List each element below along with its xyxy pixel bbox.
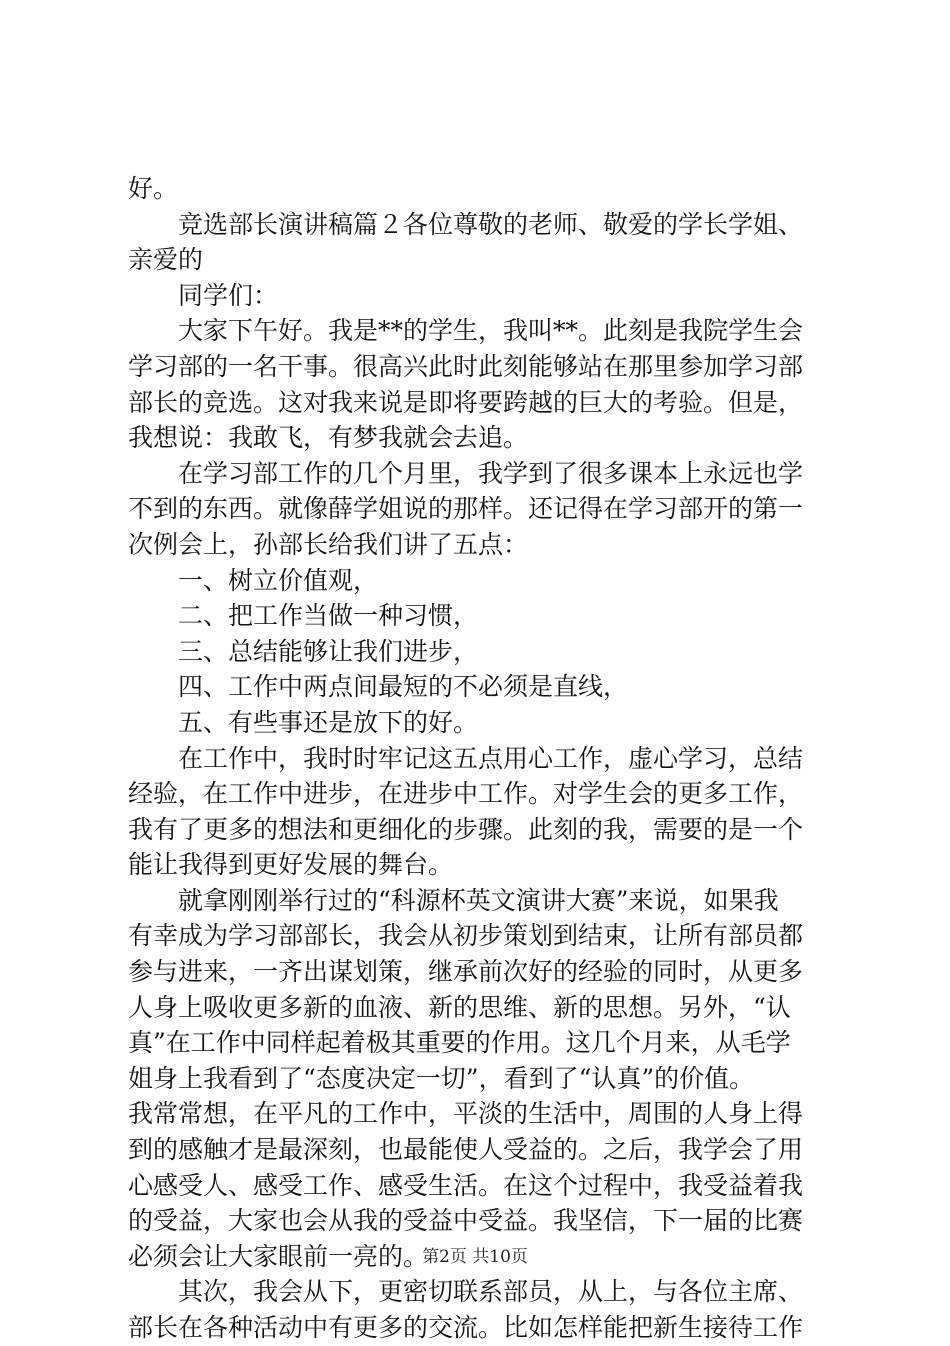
text-line: 四、工作中两点间最短的不必须是直线， [128, 672, 629, 702]
text-line: 竞选部长演讲稿篇２各位尊敬的老师、敬爱的学长学姐、 [128, 209, 804, 239]
text-line: 五、有些事还是放下的好。 [128, 707, 479, 737]
text-line: 的受益，大家也会从我的受益中受益。我坚信，下一届的比赛 [128, 1206, 804, 1236]
page-number-footer: 第2页 共10页 [422, 1247, 528, 1267]
text-line: 不到的东西。就像薛学姐说的那样。还记得在学习部开的第一 [128, 494, 804, 524]
text-line: 能让我得到更好发展的舞台。 [128, 850, 454, 880]
text-line: 真”在工作中同样起着极其重要的作用。这几个月来，从毛学 [128, 1028, 791, 1058]
text-line: 三、总结能够让我们进步， [128, 636, 479, 666]
text-line: 在工作中，我时时牢记这五点用心工作，虚心学习，总结 [128, 743, 804, 773]
text-line: 我常常想，在平凡的工作中，平淡的生活中，周围的人身上得 [128, 1099, 804, 1129]
text-line: 人身上吸收更多新的血液、新的思维、新的思想。另外，“认 [128, 992, 791, 1022]
text-line: 就拿刚刚举行过的“科源杯英文演讲大赛”来说，如果我 [128, 885, 779, 915]
text-line: 我有了更多的想法和更细化的步骤。此刻的我，需要的是一个 [128, 814, 804, 844]
text-line: 次例会上，孙部长给我们讲了五点： [128, 529, 529, 559]
text-line: 同学们： [128, 280, 279, 310]
text-line: 经验，在工作中进步，在进步中工作。对学生会的更多工作， [128, 779, 804, 809]
text-line: 亲爱的 [128, 245, 204, 275]
text-line: 在学习部工作的几个月里，我学到了很多课本上永远也学 [128, 458, 804, 488]
text-line: 姐身上我看到了“态度决定一切”，看到了“认真”的价值。 [128, 1063, 755, 1093]
text-line: 参与进来，一齐出谋划策，继承前次好的经验的同时，从更多 [128, 957, 804, 987]
text-line: 二、把工作当做一种习惯， [128, 601, 479, 631]
text-line: 心感受人、感受工作、感受生活。在这个过程中，我受益着我 [128, 1170, 804, 1200]
text-line: 大家下午好。我是**的学生，我叫**。此刻是我院学生会 [128, 316, 804, 346]
text-line: 好。 [128, 174, 179, 203]
text-line: 部长的竞选。这对我来说是即将要跨越的巨大的考验。但是， [128, 387, 804, 417]
text-line: 必须会让大家眼前一亮的。 [128, 1241, 429, 1271]
text-line: 学习部的一名干事。很高兴此时此刻能够站在那里参加学习部 [128, 351, 804, 381]
document-body [128, 171, 838, 1346]
text-line: 到的感触才是最深刻，也最能使人受益的。之后，我学会了用 [128, 1135, 804, 1165]
text-line: 部长在各种活动中有更多的交流。比如怎样能把新生接待工作 [128, 1313, 804, 1342]
text-line: 其次，我会从下，更密切联系部员，从上，与各位主席、 [128, 1277, 804, 1307]
text-line: 我想说：我敢飞，有梦我就会去追。 [128, 423, 529, 453]
text-line: 一、树立价值观， [128, 565, 379, 595]
text-line: 有幸成为学习部部长，我会从初步策划到结束，让所有部员都 [128, 921, 804, 951]
